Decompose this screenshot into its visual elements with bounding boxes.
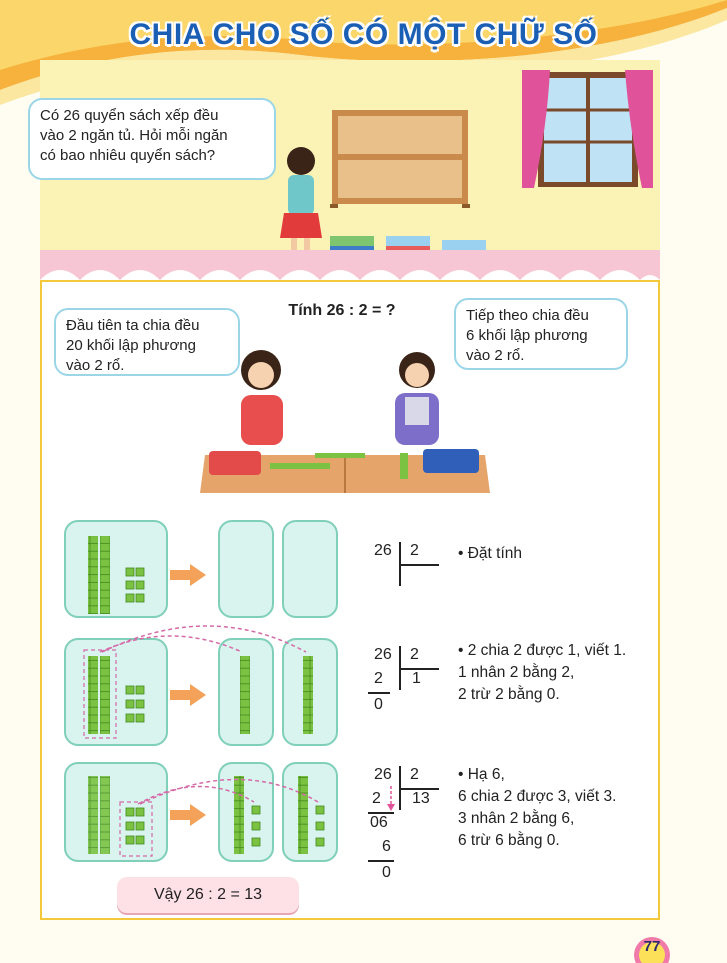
window-illustration — [520, 70, 655, 195]
left-bubble-line-1: Đầu tiên ta chia đều — [66, 317, 200, 334]
problem-line-3: có bao nhiêu quyển sách? — [40, 147, 216, 164]
step3-line-3: 3 nhân 2 bằng 6, — [458, 810, 575, 827]
step2-line-3: 2 trừ 2 bằng 0. — [458, 686, 560, 703]
floor-border — [40, 250, 660, 280]
task-label: Tính 26 : 2 = ? — [288, 302, 396, 319]
row1-rod-2 — [100, 536, 110, 614]
step1-explanation — [458, 543, 522, 565]
division-step-1 — [368, 540, 448, 600]
left-bubble-line-3: vào 2 rổ. — [66, 357, 125, 374]
page-title: CHIA CHO SỐ CÓ MỘT CHỮ SỐ — [129, 18, 598, 51]
step2-quotient: 1 — [412, 670, 421, 687]
bookshelf-illustration — [330, 108, 470, 208]
step3-subtrahend-2: 6 — [382, 838, 391, 855]
step1-dividend: 26 — [374, 542, 392, 559]
step3-line-2: 6 chia 2 được 3, viết 3. — [458, 788, 617, 805]
step2-divisor: 2 — [410, 646, 419, 663]
problem-bubble — [28, 98, 276, 180]
step3-dividend: 26 — [374, 766, 392, 783]
step2-remainder: 0 — [374, 696, 383, 713]
problem-line-1: Có 26 quyển sách xếp đều — [40, 107, 219, 124]
right-bubble-line-1: Tiếp theo chia đều — [466, 307, 589, 324]
step3-quotient: 13 — [412, 790, 430, 807]
step2-line-1: • 2 chia 2 được 1, viết 1. — [458, 642, 627, 659]
step3-remainder-2: 0 — [382, 864, 391, 881]
step2-explanation — [458, 640, 626, 706]
step3-remainder-1: 06 — [370, 814, 388, 831]
right-bubble-line-3: vào 2 rổ. — [466, 347, 525, 364]
step1-divisor: 2 — [410, 542, 419, 559]
step3-line-4: 6 trừ 6 bằng 0. — [458, 832, 560, 849]
left-bubble-line-2: 20 khối lập phương — [66, 337, 196, 354]
division-step-2 — [368, 644, 448, 716]
step2-dividend: 26 — [374, 646, 392, 663]
step3-subtrahend-1: 2 — [372, 790, 381, 807]
step1-line-1: • Đặt tính — [458, 545, 523, 562]
step3-line-1: • Hạ 6, — [458, 766, 505, 783]
problem-line-2: vào 2 ngăn tủ. Hỏi mỗi ngăn — [40, 127, 228, 144]
step2-line-2: 1 nhân 2 bằng 2, — [458, 664, 575, 681]
conclusion-box: Vậy 26 : 2 = 13 — [117, 877, 299, 913]
bring-down-arrow — [386, 784, 396, 812]
row1-rod-1 — [88, 536, 98, 614]
step3-divisor: 2 — [410, 766, 419, 783]
children-table-illustration — [195, 345, 495, 500]
row1-arrow — [170, 564, 206, 586]
step2-subtrahend: 2 — [374, 670, 383, 687]
page-number: 77 — [643, 938, 661, 955]
right-bubble-line-2: 6 khối lập phương — [466, 327, 588, 344]
division-step-3 — [368, 764, 448, 882]
step3-explanation — [458, 764, 616, 852]
base-ten-blocks — [60, 520, 350, 870]
